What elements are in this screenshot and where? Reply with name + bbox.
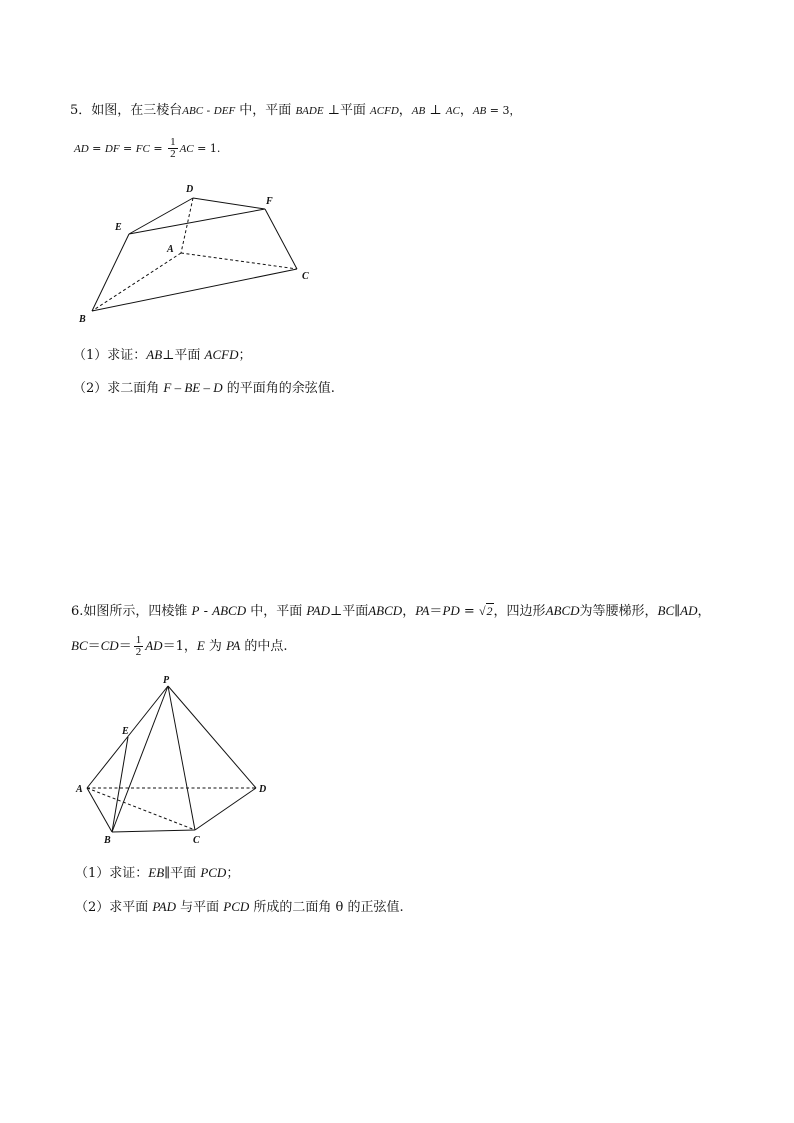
label-E: E [115,222,122,233]
problem5-statement-line2: AD = DF = FC = $\frac{1}{2}$ AC = 1. [74,136,221,160]
problem6-statement-line2: BC＝CD＝ $\frac{1}{2}$ AD＝1，E 为 PA 的中点. [71,634,288,658]
label-F: F [266,196,273,207]
problem6-statement-line1: 6.如图所示，四棱锥 P - ABCD 中，平面 PAD⊥平面ABCD，PA＝PD = √2，四边形ABCD为等腰梯形，BC∥AD， [71,603,711,619]
label-A: A [76,784,83,795]
problem5-question1: （1）求证：AB⊥平面 ACFD； [73,347,252,363]
label-C: C [302,271,309,282]
label-C: C [193,835,200,846]
label-D: D [186,184,194,195]
label-P: P [163,675,170,686]
label-D: D [259,784,267,795]
sqrt-two: √2 [478,604,493,618]
problem6-question2: （2）求平面 PAD 与平面 PCD 所成的二面角 θ 的正弦值. [75,899,404,915]
fraction-one-half: $\frac{1}{2}$ [170,136,176,160]
label-E: E [122,726,129,737]
problem5-statement-line1: 5．如图，在三棱台ABC - DEF 中，平面 BADE ⊥平面 ACFD，AB ⊥ AC，AB = 3， [70,103,521,118]
label-B: B [104,835,111,846]
label-A: A [167,244,174,255]
problem5-number: 5．如图，在三棱台 [70,103,183,118]
fraction-one-half: $\frac{1}{2}$ [135,634,142,658]
problem6-number: 6.如图所示，四棱锥 [71,604,192,619]
problem6-question1: （1）求证：EB∥平面 PCD； [75,865,240,881]
problem5-question2: （2）求二面角 F – BE – D 的平面角的余弦值. [73,380,335,396]
label-B: B [79,314,86,325]
